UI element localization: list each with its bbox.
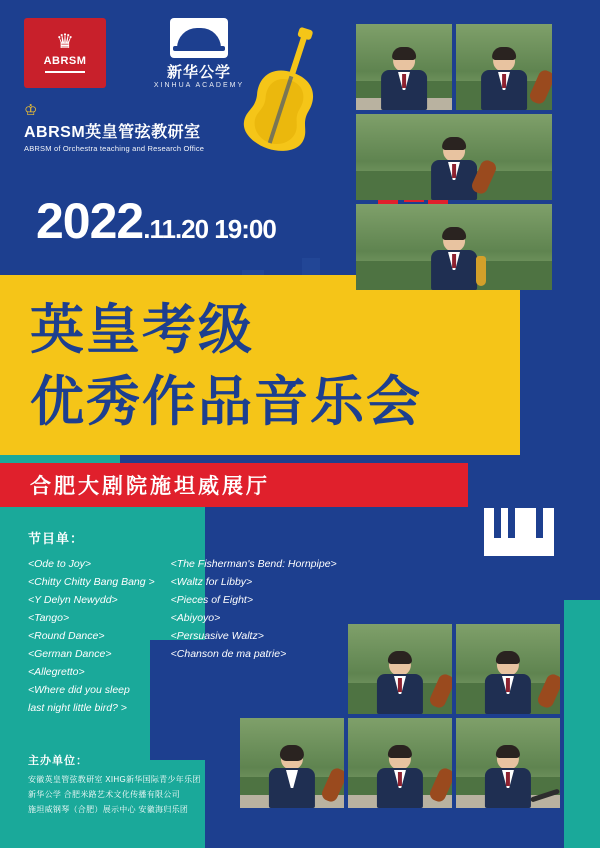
office-name-en: ABRSM of Orchestra teaching and Research Office [24, 144, 205, 153]
photo-violin-girl-1 [240, 718, 344, 808]
photo-clarinet-boy [456, 718, 560, 808]
academy-name-cn: 新华公学 [166, 64, 231, 81]
title-line-2: 优秀作品音乐会 [30, 372, 422, 432]
photo-violin-boy-3 [356, 114, 552, 200]
list-item: <Round Dance> [28, 630, 105, 642]
list-item: <Tango> [28, 612, 70, 624]
organizers-line: 新华公学 合肥米路艺术文化传播有限公司 [28, 790, 180, 799]
list-item: <Chitty Chitty Bang Bang > [28, 576, 155, 588]
list-item: <Pieces of Eight> [170, 594, 253, 606]
list-item: <Where did you sleep [28, 684, 130, 696]
list-item: <The Fisherman's Bend: Hornpipe> [170, 558, 337, 570]
logo-divider [45, 71, 85, 73]
event-date [36, 193, 276, 249]
photo-violin-boy-1 [356, 24, 452, 110]
event-month-day-time: .11.20 19:00 [143, 214, 276, 244]
graduation-cap-icon [170, 18, 228, 58]
list-item: <Persuasive Waltz> [170, 630, 264, 642]
title-band [0, 275, 520, 455]
photo-violin-boy-2 [456, 24, 552, 110]
list-item: <Chanson de ma patrie> [170, 648, 287, 660]
photo-violin-boy-4 [348, 624, 452, 714]
list-item: <Y Delyn Newydd> [28, 594, 118, 606]
venue-band [0, 463, 468, 507]
venue-text: 合肥大剧院施坦威展厅 [30, 475, 270, 498]
list-item: <Allegretto> [28, 666, 85, 678]
list-item: <Abiyoyo> [170, 612, 221, 624]
photo-saxophone-boy [356, 204, 552, 290]
program-heading: 节目单： [28, 531, 85, 546]
abrsm-logo [24, 18, 106, 88]
program-column-1 [28, 555, 155, 717]
list-item: last night little bird? > [28, 702, 127, 714]
organizers-heading: 主办单位： [28, 755, 88, 767]
teal-right-strip [564, 600, 600, 848]
list-item: <Waltz for Libby> [170, 576, 253, 588]
piano-keys-icon [484, 508, 558, 556]
office-name-cn: ABRSM英皇管弦教研室 [24, 124, 201, 141]
list-item: <German Dance> [28, 648, 112, 660]
photo-violin-boy-6 [348, 718, 452, 808]
photo-grid-top [356, 24, 552, 290]
title-line-1: 英皇考级 [30, 300, 254, 360]
organizers-line: 施坦威钢琴（合肥）展示中心 安徽海归乐团 [28, 805, 189, 814]
academy-name-en: XINHUA ACADEMY [153, 82, 245, 89]
event-year: 2022 [36, 193, 144, 249]
organizers-line: 安徽英皇管弦教研室 XIHG新华国际青少年乐团 [28, 775, 201, 784]
organizers-block [28, 752, 201, 819]
photo-violin-boy-5 [456, 624, 560, 714]
abrsm-logo-label: ABRSM [43, 55, 87, 67]
crown-icon: ♔ [24, 102, 38, 119]
photo-grid-bottom [240, 624, 560, 808]
violin-icon [232, 26, 344, 154]
crown-icon: ♛ [56, 31, 74, 53]
list-item: <Ode to Joy> [28, 558, 92, 570]
